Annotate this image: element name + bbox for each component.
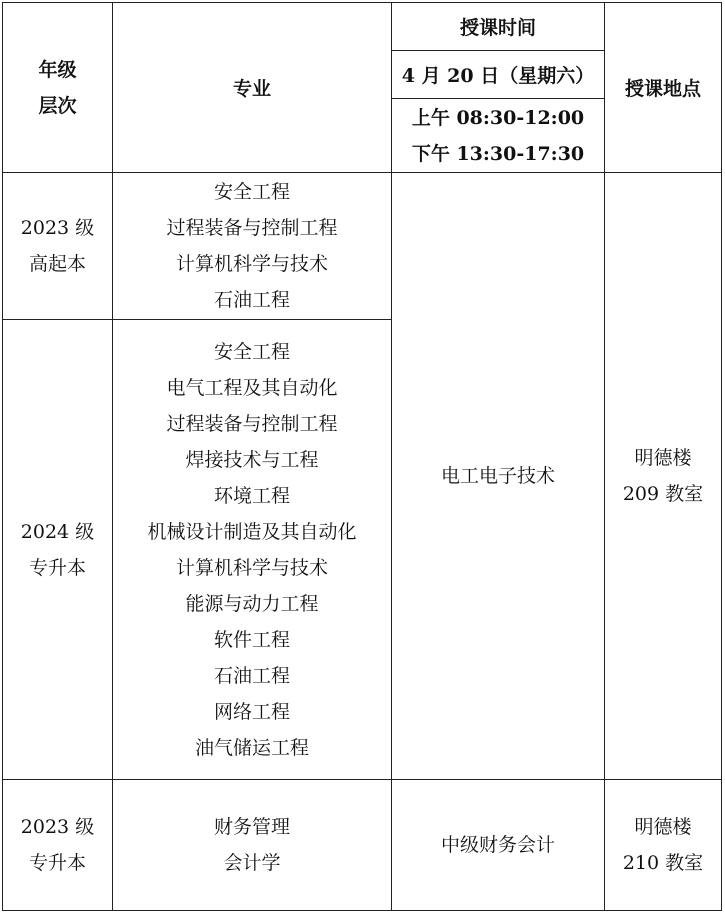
morning-session: 上午 08:30-12:00	[411, 106, 585, 129]
major-item: 财务管理	[213, 816, 290, 838]
grade-cell-2024-zhuanshengben	[3, 320, 112, 779]
major-item: 网络工程	[213, 700, 290, 723]
major-item: 计算机科学与技术	[175, 253, 328, 275]
location-cell-group1	[605, 173, 721, 779]
major-item: 机械设计制造及其自动化	[147, 520, 357, 543]
grade-cell-2023-gaoqiben	[3, 173, 112, 319]
major-item: 电气工程及其自动化	[166, 376, 338, 399]
major-item: 软件工程	[213, 628, 290, 651]
header-session-times	[392, 99, 604, 172]
grade-level: 专升本	[28, 852, 86, 874]
major-item: 会计学	[223, 852, 281, 874]
grade-level: 专升本	[28, 556, 86, 579]
header-grade-level	[3, 3, 112, 172]
majors-cell-2023-gaoqiben	[113, 173, 391, 319]
header-location: 授课地点	[624, 78, 701, 100]
header-teaching-time: 授课时间	[459, 17, 536, 39]
grade-year: 2023 级	[20, 217, 95, 239]
course-cell-electrical-electronics: 电工电子技术	[440, 465, 555, 487]
major-item: 焊接技术与工程	[185, 448, 319, 471]
grade-level: 高起本	[28, 253, 86, 275]
location-room: 209 教室	[622, 483, 704, 505]
major-item: 环境工程	[213, 484, 290, 507]
major-item: 油气储运工程	[194, 736, 309, 759]
major-item: 过程装备与控制工程	[166, 217, 338, 239]
grade-year: 2023 级	[20, 816, 95, 838]
afternoon-session: 下午 13:30-17:30	[411, 142, 585, 165]
location-building: 明德楼	[634, 816, 692, 838]
major-item: 安全工程	[213, 340, 290, 363]
header-major: 专业	[232, 78, 271, 100]
majors-cell-2023-zhuanshengben	[113, 780, 391, 910]
grade-year: 2024 级	[20, 520, 95, 543]
major-item: 安全工程	[213, 181, 290, 203]
major-item: 石油工程	[213, 289, 290, 311]
location-cell-group2	[605, 780, 721, 910]
major-item: 过程装备与控制工程	[166, 412, 338, 435]
major-item: 石油工程	[213, 664, 290, 687]
grade-cell-2023-zhuanshengben	[3, 780, 112, 910]
location-room: 210 教室	[622, 852, 704, 874]
course-cell-intermediate-accounting: 中级财务会计	[440, 834, 555, 856]
majors-cell-2024-zhuanshengben	[113, 320, 391, 779]
major-item: 计算机科学与技术	[175, 556, 328, 579]
major-item: 能源与动力工程	[185, 592, 319, 615]
header-date: 4 月 20 日（星期六）	[401, 65, 595, 87]
location-building: 明德楼	[634, 447, 692, 469]
header-grade-label: 年级	[38, 58, 77, 81]
header-level-label: 层次	[38, 94, 77, 117]
